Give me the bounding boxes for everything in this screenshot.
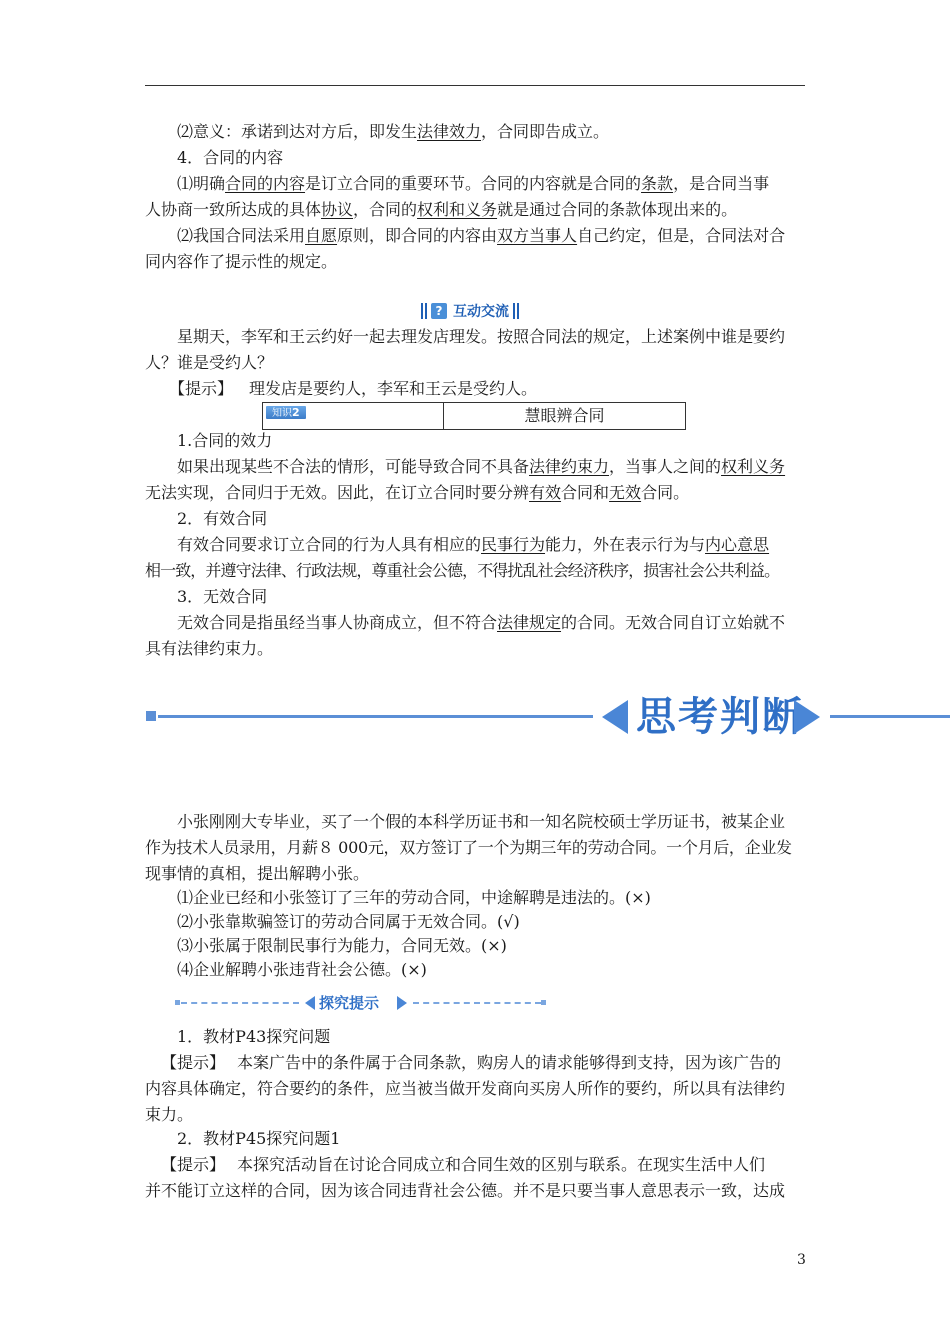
interactive-exchange-banner — [420, 300, 520, 322]
underlined-term: 无效 — [609, 483, 642, 502]
paragraph-validity — [145, 456, 810, 478]
text: 原则，即合同的内容由 — [337, 226, 498, 245]
text: 是订立合同的重要环节。合同的内容就是合同的 — [305, 174, 642, 193]
banner-line-right — [830, 715, 950, 718]
explore-hint-1-cont: 内容具体确定，符合要约的条件，应当被当做开发商向买房人所作的要约，所以具有法律约 — [145, 1079, 786, 1098]
hint-label: 【提示】 — [161, 1155, 226, 1174]
judgement-item: ⑵小张靠欺骗签订的劳动合同属于无效合同。(√) — [177, 912, 520, 931]
text: 自己约定，但是，合同法对合 — [577, 226, 786, 245]
underlined-term: 法律规定 — [497, 613, 562, 632]
banner-bar — [513, 303, 515, 319]
banner-title: 思考判断 — [636, 694, 804, 740]
paragraph-valid-contract-cont: 相一致，并遵守法律、行政法规，尊重社会公德，不得扰乱社会经济秩序，损害社会公共利益。 — [145, 561, 780, 580]
case-text-cont: 作为技术人员录用，月薪８ 000元，双方签订了一个为期三年的劳动合同。一个月后，企业发 — [145, 838, 792, 857]
paragraph-content-1-cont — [145, 199, 810, 221]
text: 合同和 — [561, 483, 610, 502]
text: 人协商一致所达成的具体 — [145, 200, 322, 219]
judgement-item: ⑴企业已经和小张签订了三年的劳动合同，中途解聘是违法的。(×) — [177, 888, 651, 907]
text: ，当事人之间的 — [609, 457, 722, 476]
hint-text: 本案广告中的条件属于合同条款，购房人的请求能够得到支持，因为该广告的 — [237, 1053, 782, 1072]
heading-invalid-contract: 3．无效合同 — [177, 587, 268, 606]
judgement-item: ⑷企业解聘小张违背社会公德。(×) — [177, 960, 427, 979]
paragraph-content-1 — [145, 173, 810, 195]
heading-valid-contract: 2．有效合同 — [177, 509, 268, 528]
text: 的合同。无效合同自订立始就不 — [561, 613, 786, 632]
banner-dot — [175, 1000, 180, 1005]
banner-bar — [421, 303, 423, 319]
right-arrow-icon — [794, 700, 820, 734]
underlined-term: 自愿 — [305, 226, 338, 245]
text: ⑴明确 — [177, 174, 226, 193]
header-rule — [145, 85, 805, 86]
banner-line-right — [413, 1002, 541, 1004]
hint-text: 本探究活动旨在讨论合同成立和合同生效的区别与联系。在现实生活中人们 — [237, 1155, 766, 1174]
underlined-term: 条款 — [641, 174, 674, 193]
explore-hint-banner — [175, 993, 545, 1013]
left-arrow-icon — [305, 996, 315, 1010]
text: 如果出现某些不合法的情形，可能导致合同不具备 — [177, 457, 530, 476]
explore-heading-1: 1．教材P43探究问题 — [177, 1027, 331, 1046]
interactive-question: 星期天，李军和王云约好一起去理发店理发。按照合同法的规定，上述案例中谁是要约 — [177, 327, 786, 346]
banner-line-left — [158, 715, 593, 718]
text: ，合同即告成立。 — [481, 122, 610, 141]
text: 就是通过合同的条款体现出来的。 — [497, 200, 738, 219]
think-judge-banner — [140, 690, 950, 744]
tag-number: 2 — [292, 406, 300, 419]
paragraph-invalid-contract-cont: 具有法律约束力。 — [145, 639, 274, 658]
paragraph-valid-contract — [145, 534, 810, 556]
explore-hint-2-cont: 并不能订立这样的合同，因为该合同违背社会公德。并不是只要当事人意思表示一致，达成 — [145, 1181, 786, 1200]
paragraph-significance — [145, 121, 810, 143]
case-text: 小张刚刚大专毕业，买了一个假的本科学历证书和一知名院校硕士学历证书，被某企业 — [177, 812, 786, 831]
heading-validity: 1.合同的效力 — [177, 431, 273, 450]
case-text-cont: 现事情的真相，提出解聘小张。 — [145, 864, 370, 883]
underlined-term: 权利和义务 — [417, 200, 498, 219]
banner-dot — [146, 711, 156, 721]
underlined-term: 有效 — [529, 483, 562, 502]
paragraph-content-2 — [145, 225, 810, 247]
hint-label: 【提示】 — [161, 1053, 226, 1072]
explore-hint-1 — [145, 1052, 810, 1074]
banner-bar — [425, 303, 427, 319]
explore-heading-2: 2．教材P45探究问题1 — [177, 1129, 341, 1148]
underlined-term: 民事行为 — [481, 535, 546, 554]
text: 无法实现，合同归于无效。因此，在订立合同时要分辨 — [145, 483, 530, 502]
left-arrow-icon — [602, 700, 628, 734]
text: 无效合同是指虽经当事人协商成立，但不符合 — [177, 613, 498, 632]
knowledge-tag — [266, 406, 306, 419]
underlined-term: 权利义务 — [721, 457, 786, 476]
text: 有效合同要求订立合同的行为人具有相应的 — [177, 535, 482, 554]
explore-hint-1-cont: 束力。 — [145, 1105, 194, 1124]
tag-label: 知识 — [272, 408, 292, 419]
right-arrow-icon — [397, 996, 407, 1010]
text: 合同。 — [641, 483, 690, 502]
explore-hint-2 — [145, 1154, 810, 1176]
banner-title: 探究提示 — [319, 994, 380, 1012]
page-number: 3 — [797, 1252, 806, 1268]
knowledge-title: 慧眼辨合同 — [524, 406, 605, 425]
text: ⑵意义：承诺到达对方后，即发生 — [177, 122, 418, 141]
hint-label: 【提示】 — [169, 379, 234, 398]
underlined-term: 双方当事人 — [497, 226, 578, 245]
banner-title: 互动交流 — [453, 304, 509, 320]
banner-line-left — [181, 1002, 299, 1004]
heading-contract-content: 4．合同的内容 — [177, 148, 284, 167]
interactive-hint — [145, 378, 810, 400]
underlined-term: 法律约束力 — [529, 457, 610, 476]
underlined-term: 内心意思 — [705, 535, 770, 554]
interactive-question-cont: 人？谁是受约人？ — [145, 353, 274, 372]
paragraph-content-2-cont: 同内容作了提示性的规定。 — [145, 252, 338, 271]
paragraph-invalid-contract — [145, 612, 810, 634]
judgement-item: ⑶小张属于限制民事行为能力，合同无效。(×) — [177, 936, 507, 955]
text: ，合同的 — [353, 200, 418, 219]
banner-bar — [517, 303, 519, 319]
knowledge-tag-cell — [263, 403, 444, 429]
hint-text: 理发店是要约人，李军和王云是受约人。 — [249, 379, 538, 398]
text: 能力，外在表示行为与 — [545, 535, 706, 554]
banner-dot — [541, 1000, 546, 1005]
underlined-term: 合同的内容 — [225, 174, 306, 193]
paragraph-validity-cont — [145, 482, 810, 504]
knowledge-point-box — [262, 402, 686, 430]
question-icon: ? — [431, 303, 447, 319]
text: ，是合同当事 — [673, 174, 770, 193]
underlined-term: 协议 — [321, 200, 354, 219]
text: ⑵我国合同法采用 — [177, 226, 306, 245]
underlined-term: 法律效力 — [417, 122, 482, 141]
